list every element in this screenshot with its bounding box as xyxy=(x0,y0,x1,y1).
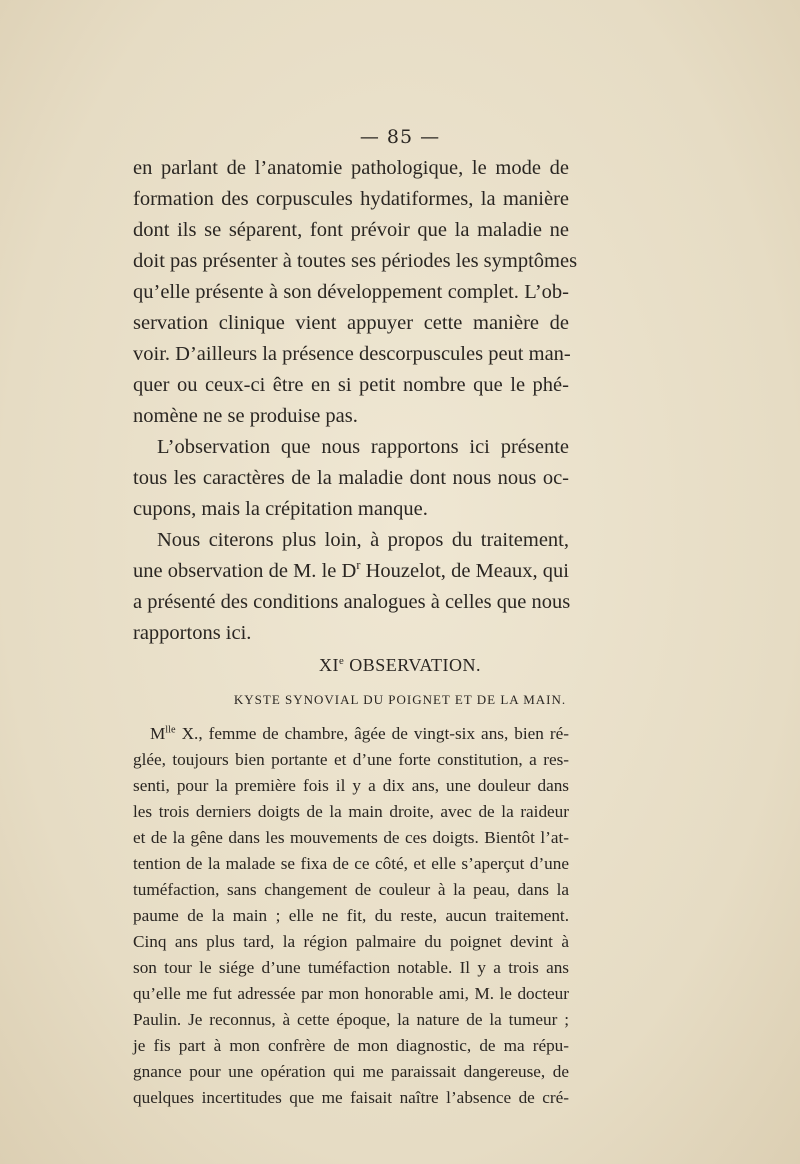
text-line: je fis part à mon confrère de mon diagnostic, de ma répu- xyxy=(133,1036,569,1055)
text-line: senti, pour la première fois il y a dix ans, une douleur dans xyxy=(133,776,569,795)
text-segment: X., femme de chambre, âgée de vingt-six ans, bien ré- xyxy=(175,724,569,743)
text-line: L’observation que nous rapportons ici présente xyxy=(157,436,569,458)
text-line: qu’elle me fut adressée par mon honorable ami, M. le docteur xyxy=(133,984,569,1003)
text-line: servation clinique vient appuyer cette manière de xyxy=(133,312,569,334)
superscript: r xyxy=(356,558,361,573)
text-segment: Houzelot, de Meaux, qui xyxy=(360,560,569,582)
observation-heading xyxy=(0,655,800,676)
text-segment: M xyxy=(150,724,166,743)
text-segment: une observation de M. le D xyxy=(133,560,357,582)
text-line: tuméfaction, sans changement de couleur à la peau, dans la xyxy=(133,880,569,899)
text-line: voir. D’ailleurs la présence descorpuscules peut man- xyxy=(133,343,571,365)
text-line: a présenté des conditions analogues à celles que nous xyxy=(133,591,571,613)
text-line: en parlant de l’anatomie pathologique, le mode de xyxy=(133,157,569,179)
text-line: son tour le siége d’une tuméfaction notable. Il y a trois ans xyxy=(133,958,569,977)
heading-title: OBSERVATION. xyxy=(344,655,482,675)
superscript: e xyxy=(338,655,345,667)
text-line: et de la gêne dans les mouvements de ces doigts. Bientôt l’at- xyxy=(133,828,569,847)
text-line: quer ou ceux-ci être en si petit nombre que le phé- xyxy=(133,374,569,396)
text-line: paume de la main ; elle ne fit, du reste, aucun traitement. xyxy=(133,906,569,925)
page-number: — 85 — xyxy=(359,126,441,148)
text-line: glée, toujours bien portante et d’une forte constitution, a res- xyxy=(133,750,569,769)
text-line: formation des corpuscules hydatiformes, la manière xyxy=(133,188,569,210)
superscript: lle xyxy=(165,724,176,736)
text-line: Nous citerons plus loin, à propos du traitement, xyxy=(157,529,569,551)
text-line: quelques incertitudes que me faisait naître l’absence de cré- xyxy=(133,1088,569,1107)
text-line: tous les caractères de la maladie dont nous nous oc- xyxy=(133,467,569,489)
observation-subheading: KYSTE SYNOVIAL DU POIGNET ET DE LA MAIN. xyxy=(233,692,567,707)
text-line: cupons, mais la crépitation manque. xyxy=(133,498,428,520)
text-line: nomène ne se produise pas. xyxy=(133,405,358,427)
text-line: Cinq ans plus tard, la région palmaire du poignet devint à xyxy=(133,932,569,951)
heading-prefix: XI xyxy=(318,655,339,675)
text-line: rapportons ici. xyxy=(133,622,252,644)
text-line: tention de la malade se fixa de ce côté, et elle s’aperçut d’une xyxy=(133,854,569,873)
text-line: doit pas présenter à toutes ses périodes les symptômes xyxy=(133,250,578,272)
text-line xyxy=(133,558,569,582)
text-line: dont ils se séparent, font prévoir que la maladie ne xyxy=(133,219,569,241)
text-line xyxy=(150,725,569,743)
text-line: qu’elle présente à son développement complet. L’ob- xyxy=(133,281,569,303)
text-line: Paulin. Je reconnus, à cette époque, la nature de la tumeur ; xyxy=(133,1010,569,1029)
text-line: gnance pour une opération qui me paraissait dangereuse, de xyxy=(133,1062,569,1081)
text-line: les trois derniers doigts de la main droite, avec de la raideur xyxy=(133,802,569,821)
